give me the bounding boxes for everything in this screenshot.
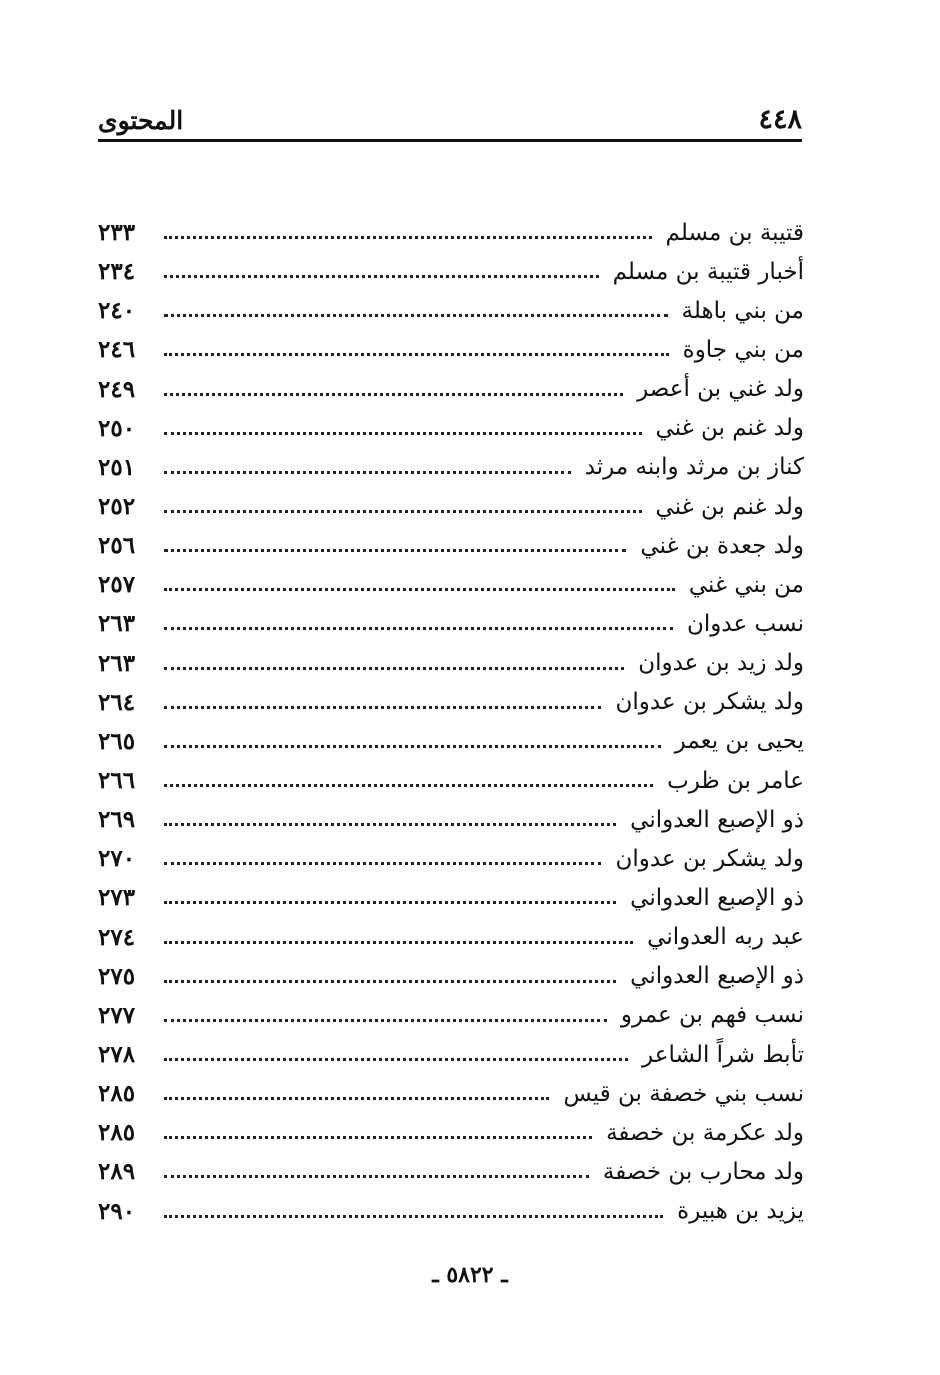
- toc-entry-title: عبد ربه العدواني: [647, 924, 804, 951]
- toc-dot-leader: [164, 471, 571, 474]
- toc-entry[interactable]: [98, 644, 804, 683]
- toc-entry-page-number: ٢٧٨: [98, 1041, 136, 1069]
- toc-entry-page-number: ٢٧٠: [98, 845, 136, 873]
- toc-entry-page-number: ٢٥٠: [98, 414, 136, 442]
- toc-entry-title: ولد جعدة بن غني: [640, 532, 804, 559]
- toc-dot-leader: [164, 1136, 592, 1139]
- toc-entry-title: ذو الإصبع العدواني: [630, 806, 804, 833]
- toc-dot-leader: [164, 549, 626, 552]
- toc-entry-page-number: ٢٦٩: [98, 806, 136, 834]
- toc-entry[interactable]: [98, 1152, 804, 1191]
- toc-entry-page-number: ٢٦٣: [98, 649, 136, 677]
- toc-entry-page-number: ٢٧٤: [98, 923, 136, 951]
- toc-entry-title: ولد محارب بن خصفة: [602, 1158, 804, 1185]
- toc-entry-page-number: ٢٣٣: [98, 219, 136, 247]
- toc-entry[interactable]: [98, 487, 804, 526]
- toc-entry-title: يزيد بن هبيرة: [677, 1198, 804, 1225]
- toc-entry-page-number: ٢٥٢: [98, 493, 136, 521]
- toc-entry-title: من بني باهلة: [681, 297, 804, 324]
- toc-entry-title: عامر بن ظرب: [667, 767, 804, 794]
- toc-entry-page-number: ٢٧٥: [98, 962, 136, 990]
- toc-dot-leader: [164, 784, 653, 787]
- toc-dot-leader: [164, 862, 601, 865]
- toc-entry-page-number: ٢٨٥: [98, 1119, 136, 1147]
- toc-entry[interactable]: [98, 409, 804, 448]
- toc-entry[interactable]: [98, 800, 804, 839]
- toc-entry-page-number: ٢٨٩: [98, 1158, 136, 1186]
- toc-entry-page-number: ٢٦٣: [98, 610, 136, 638]
- toc-dot-leader: [164, 393, 623, 396]
- toc-dot-leader: [164, 1175, 589, 1178]
- toc-entry-page-number: ٢٥٦: [98, 532, 136, 560]
- toc-entry-title: كناز بن مرثد وابنه مرثد: [584, 454, 804, 481]
- toc-dot-leader: [164, 432, 642, 435]
- toc-entry-page-number: ٢٧٧: [98, 1001, 136, 1029]
- toc-entry[interactable]: [98, 683, 804, 722]
- toc-dot-leader: [164, 1097, 549, 1100]
- toc-entry[interactable]: [98, 1192, 804, 1231]
- toc-entry-title: نسب فهم بن عمرو: [620, 1002, 804, 1029]
- toc-dot-leader: [164, 823, 616, 826]
- toc-dot-leader: [164, 667, 624, 670]
- toc-entry[interactable]: [98, 878, 804, 917]
- toc-entry-page-number: ٢٤٦: [98, 336, 136, 364]
- toc-dot-leader: [164, 627, 673, 630]
- page-header: [98, 98, 802, 142]
- toc-entry-page-number: ٢٤٠: [98, 297, 136, 325]
- toc-entry[interactable]: [98, 996, 804, 1035]
- toc-dot-leader: [164, 236, 652, 239]
- toc-entry-page-number: ٢٣٤: [98, 258, 136, 286]
- toc-entry-title: نسب بني خصفة بن قيس: [563, 1080, 804, 1107]
- toc-entry-page-number: ٢٦٥: [98, 727, 136, 755]
- toc-entry-title: ولد يشكر بن عدوان: [615, 689, 804, 716]
- toc-dot-leader: [164, 980, 616, 983]
- toc-entry-title: ذو الإصبع العدواني: [630, 963, 804, 990]
- toc-entry[interactable]: [98, 330, 804, 369]
- toc-dot-leader: [164, 941, 633, 944]
- toc-entry-title: تأبط شراً الشاعر: [642, 1041, 804, 1068]
- toc-entry[interactable]: [98, 526, 804, 565]
- toc-entry-title: ولد عكرمة بن خصفة: [606, 1119, 804, 1146]
- toc-entry-title: ولد غني بن أعصر: [637, 376, 804, 403]
- toc-entry-page-number: ٢٧٣: [98, 884, 136, 912]
- toc-entry-page-number: ٢٦٦: [98, 767, 136, 795]
- toc-entry-page-number: ٢٤٩: [98, 375, 136, 403]
- toc-dot-leader: [164, 1058, 628, 1061]
- toc-entry-page-number: ٢٨٥: [98, 1080, 136, 1108]
- toc-dot-leader: [164, 1019, 607, 1022]
- toc-entry[interactable]: [98, 448, 804, 487]
- toc-dot-leader: [164, 706, 601, 709]
- toc-entry[interactable]: [98, 604, 804, 643]
- toc-entry-page-number: ٢٩٠: [98, 1197, 136, 1225]
- toc-entry-title: ولد غنم بن غني: [655, 493, 804, 520]
- toc-entry-page-number: ٢٥٧: [98, 571, 136, 599]
- toc-dot-leader: [164, 745, 661, 748]
- toc-entry-title: نسب عدوان: [687, 610, 804, 637]
- toc-entry-title: يحيى بن يعمر: [674, 728, 804, 755]
- toc-entry[interactable]: [98, 252, 804, 291]
- toc-entry[interactable]: [98, 839, 804, 878]
- toc-entry[interactable]: [98, 370, 804, 409]
- toc-entry[interactable]: [98, 565, 804, 604]
- toc-entry-title: ذو الإصبع العدواني: [630, 884, 804, 911]
- toc-entry[interactable]: [98, 1113, 804, 1152]
- toc-entry-page-number: ٢٦٤: [98, 688, 136, 716]
- toc-entry[interactable]: [98, 957, 804, 996]
- toc-dot-leader: [164, 901, 616, 904]
- toc-dot-leader: [164, 1215, 663, 1218]
- toc-entry-title: من بني غني: [688, 571, 804, 598]
- toc-entry[interactable]: [98, 213, 804, 252]
- toc-entry-page-number: ٢٥١: [98, 453, 136, 481]
- header-section-title: المحتوى: [98, 106, 184, 135]
- toc-entry[interactable]: [98, 1035, 804, 1074]
- toc-dot-leader: [164, 314, 668, 317]
- footer-page-marker: ـ ٥٨٢٢ ـ: [432, 1262, 508, 1288]
- toc-dot-leader: [164, 275, 599, 278]
- toc-entry[interactable]: [98, 918, 804, 957]
- toc-entry[interactable]: [98, 291, 804, 330]
- toc-entry[interactable]: [98, 1074, 804, 1113]
- toc-dot-leader: [164, 510, 642, 513]
- table-of-contents: [98, 213, 804, 1231]
- toc-entry[interactable]: [98, 722, 804, 761]
- header-page-number: ٤٤٨: [758, 104, 802, 135]
- toc-entry-title: من بني جاوة: [682, 336, 804, 363]
- toc-entry-title: ولد يشكر بن عدوان: [615, 845, 804, 872]
- toc-entry-title: قتيبة بن مسلم: [665, 219, 804, 246]
- toc-entry-title: ولد غنم بن غني: [655, 415, 804, 442]
- toc-entry[interactable]: [98, 761, 804, 800]
- toc-entry-title: ولد زيد بن عدوان: [638, 650, 804, 677]
- toc-dot-leader: [164, 353, 669, 356]
- toc-entry-title: أخبار قتيبة بن مسلم: [612, 258, 804, 285]
- toc-dot-leader: [164, 588, 675, 591]
